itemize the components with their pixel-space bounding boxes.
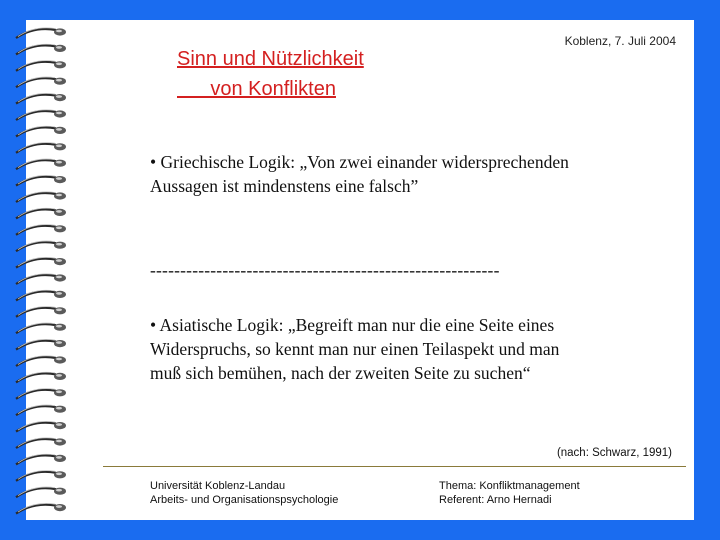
footer-department: Arbeits- und Organisationspsychologie (150, 494, 339, 506)
dashed-separator: ---------------------------------------------------------- (150, 260, 500, 280)
spiral-ring (16, 503, 66, 513)
spiral-ring (16, 126, 66, 136)
spiral-ring (16, 274, 66, 284)
spiral-ring (16, 225, 66, 235)
footer-university: Universität Koblenz-Landau (150, 480, 286, 492)
source-citation: (nach: Schwarz, 1991) (556, 447, 672, 459)
spiral-ring (16, 356, 66, 366)
bullet-asian-logic: • Asiatische Logik: „Begreift man nur die eine Seite eines Widerspruchs, so kennt man nur einen Teilaspekt und man muß sich bemühen, nach der zweiten Seite zu suchen“ (150, 315, 560, 383)
spiral-ring (16, 241, 66, 251)
footer-divider (103, 466, 686, 467)
bullet-greek-logic: • Griechische Logik: „Von zwei einander widersprechenden Aussagen ist mindenstens eine falsch” (150, 152, 569, 196)
footer-institution (150, 479, 338, 507)
footer-speaker: Referent: Arno Hernadi (439, 494, 552, 506)
spiral-ring (16, 257, 66, 267)
spiral-ring (16, 454, 66, 464)
footer-theme: Thema: Konfliktmanagement (439, 480, 580, 492)
spiral-ring (16, 77, 66, 87)
spiral-ring (16, 93, 66, 103)
spiral-ring (16, 143, 66, 153)
footer-topic (439, 479, 580, 507)
spiral-ring (16, 438, 66, 448)
spiral-ring (16, 61, 66, 71)
spiral-binding (12, 20, 82, 520)
spiral-ring (16, 28, 66, 38)
title-line-2: von Konflikten (177, 78, 336, 100)
spiral-ring (16, 389, 66, 399)
spiral-ring (16, 44, 66, 54)
date-label: Koblenz, 7. Juli 2004 (564, 34, 676, 48)
spiral-ring (16, 290, 66, 300)
spiral-ring (16, 421, 66, 431)
spiral-ring (16, 110, 66, 120)
spiral-ring (16, 159, 66, 169)
spiral-ring (16, 339, 66, 349)
spiral-ring (16, 405, 66, 415)
title-line-1: Sinn und Nützlichkeit (177, 48, 364, 70)
spiral-ring (16, 175, 66, 185)
spiral-ring (16, 487, 66, 497)
spiral-ring (16, 471, 66, 481)
spiral-ring (16, 307, 66, 317)
spiral-ring (16, 323, 66, 333)
spiral-ring (16, 192, 66, 202)
spiral-ring (16, 208, 66, 218)
spiral-ring (16, 372, 66, 382)
